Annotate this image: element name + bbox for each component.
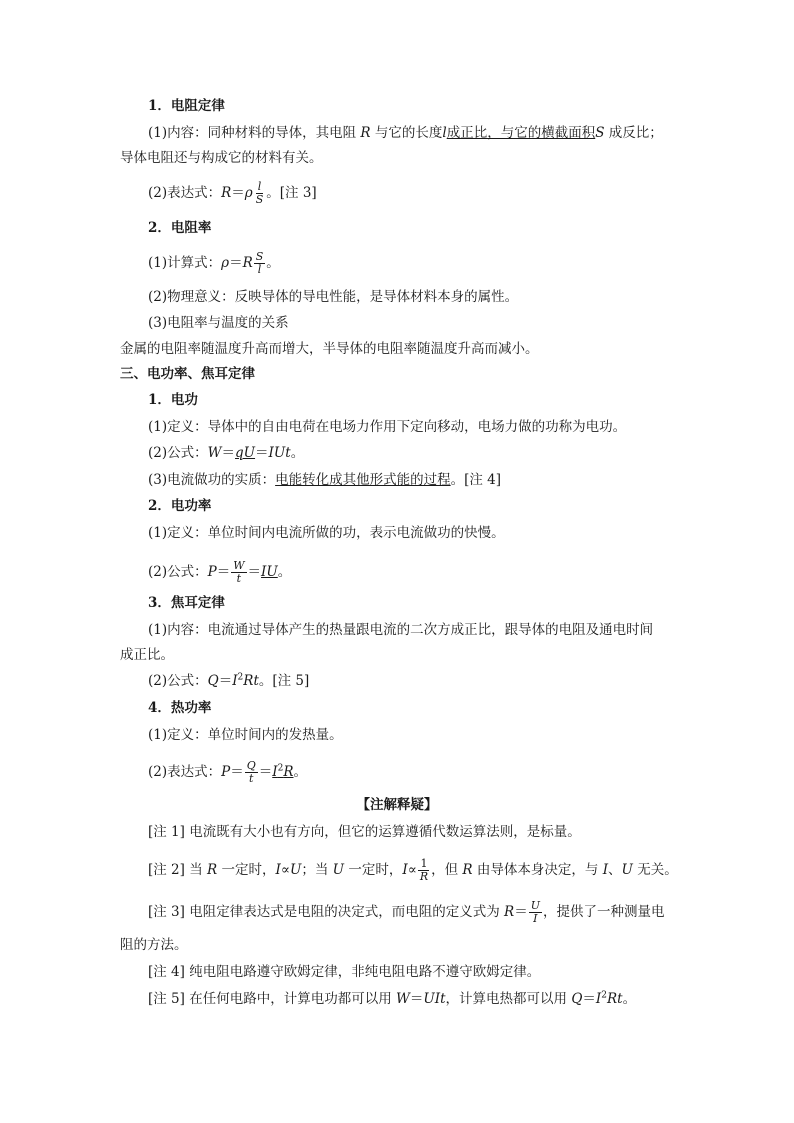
joule-law-content-line2: 成正比。 — [120, 647, 174, 663]
heading-joule-law: 3．焦耳定律 — [148, 595, 225, 611]
notes-title: 【注解释疑】 — [356, 797, 438, 813]
fraction-q-over-t: $\frac{Q}{t}$ — [246, 759, 256, 785]
resistivity-temperature-title: (3)电阻率与温度的关系 — [148, 315, 289, 331]
fraction-1-over-r: $\frac{1}{R}$ — [419, 857, 429, 883]
resistivity-calc: (1)计算式：ρ＝R $\frac{S}{l}$ 。 — [148, 250, 280, 276]
heading-heat-power: 4．热功率 — [148, 700, 212, 716]
electric-work-formula: (2)公式：W＝qU＝IUt。 — [148, 445, 305, 461]
note-5: [注 5] 在任何电路中，计算电功都可以用 W＝UIt，计算电热都可以用 $Q=I^2Rt$。 — [148, 990, 637, 1007]
heading-resistance-law: 1．电阻定律 — [148, 98, 225, 114]
heading-electric-work: 1．电功 — [148, 392, 198, 408]
fraction-u-over-i: $\frac{U}{I}$ — [530, 899, 540, 925]
note-1: [注 1] 电流既有大小也有方向，但它的运算遵循代数运算法则，是标量。 — [148, 824, 581, 840]
electric-power-definition: (1)定义：单位时间内电流所做的功，表示电流做功的快慢。 — [148, 525, 505, 541]
resistance-law-content: (1)内容：同种材料的导体，其电阻 R 与它的长度l成正比，与它的横截面积S 成反比； — [148, 125, 663, 141]
resistivity-meaning: (2)物理意义：反映导体的导电性能，是导体材料本身的属性。 — [148, 289, 519, 305]
note-2: [注 2] 当 R 一定时，I∝U；当 U 一定时，I∝ $\frac{1}{R}$ ，但 R 由导体本身决定，与 I、U 无关。 — [148, 857, 678, 883]
heat-power-expression: (2)表达式：P＝ $\frac{Q}{t}$ $=I^2R$。 — [148, 759, 307, 785]
heading-electric-power-joule: 三、电功率、焦耳定律 — [120, 366, 255, 382]
resistance-law-expression: (2)表达式：R＝ρ $\frac{l}{S}$ 。[注 3] — [148, 180, 317, 206]
note-3: [注 3] 电阻定律表达式是电阻的决定式，而电阻的定义式为 R＝ $\frac{U}{I}$ ，提供了一种测量电 — [148, 899, 665, 925]
heat-power-definition: (1)定义：单位时间内的发热量。 — [148, 727, 343, 743]
electric-work-essence: (3)电流做功的实质：电能转化成其他形式能的过程。[注 4] — [148, 472, 502, 488]
fraction-l-over-s: $\frac{l}{S}$ — [255, 180, 264, 206]
fraction-s-over-l: $\frac{S}{l}$ — [255, 250, 264, 276]
fraction-w-over-t: $\frac{W}{t}$ — [233, 559, 245, 585]
electric-power-formula: (2)公式：P＝ $\frac{W}{t}$ ＝IU。 — [148, 559, 292, 585]
joule-law-formula: (2)公式：$Q=I^2Rt$。[注 5] — [148, 672, 310, 689]
resistance-law-content-line2: 导体电阻还与构成它的材料有关。 — [120, 150, 323, 166]
electric-work-definition: (1)定义：导体中的自由电荷在电场力作用下定向移动，电场力做的功称为电功。 — [148, 419, 627, 435]
note-3-line2: 阻的方法。 — [120, 937, 188, 953]
heading-resistivity: 2．电阻率 — [148, 220, 212, 236]
note-4: [注 4] 纯电阻电路遵守欧姆定律，非纯电阻电路不遵守欧姆定律。 — [148, 964, 541, 980]
joule-law-content: (1)内容：电流通过导体产生的热量跟电流的二次方成正比，跟导体的电阻及通电时间 — [148, 622, 654, 638]
resistivity-temperature-text: 金属的电阻率随温度升高而增大，半导体的电阻率随温度升高而减小。 — [120, 341, 539, 357]
heading-electric-power: 2．电功率 — [148, 498, 212, 514]
